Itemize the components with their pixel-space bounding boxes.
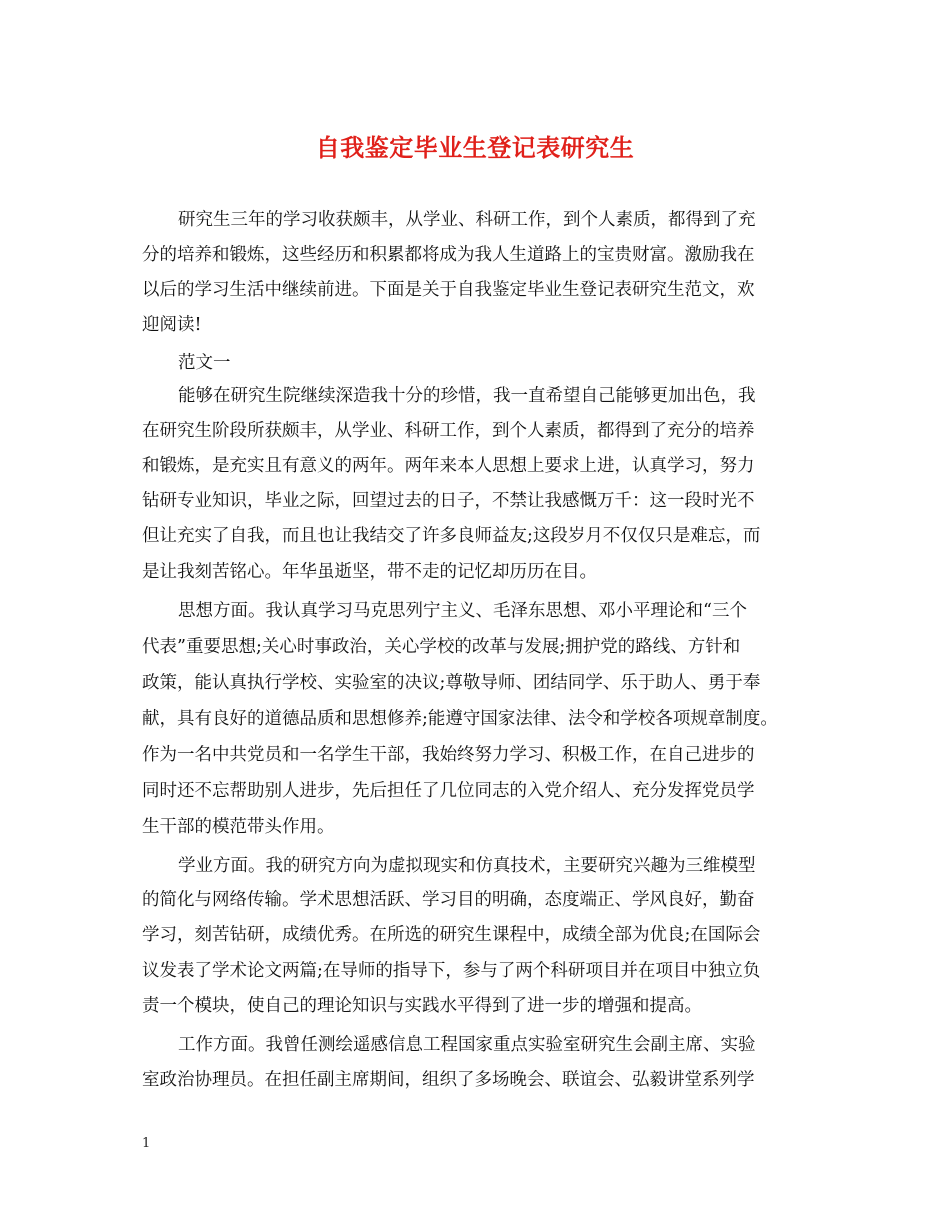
text-line: 责一个模块，使自己的理论知识与实践水平得到了进一步的增强和提高。	[142, 996, 702, 1016]
text-line: 和锻炼，是充实且有意义的两年。两年来本人思想上要求上进，认真学习，努力	[142, 456, 755, 476]
text-line: 思想方面。我认真学习马克思列宁主义、毛泽东思想、邓小平理论和“三个	[178, 601, 747, 621]
text-line: 研究生三年的学习收获颇丰，从学业、科研工作，到个人素质，都得到了充	[178, 210, 756, 230]
text-line: 是让我刻苦铭心。年华虽逝坚，带不走的记忆却历历在目。	[142, 562, 597, 582]
text-line: 以后的学习生活中继续前进。下面是关于自我鉴定毕业生登记表研究生范文，欢	[142, 280, 755, 300]
text-line: 但让充实了自我，而且也让我结交了许多良师益友;这段岁月不仅仅只是难忘，而	[142, 526, 761, 546]
text-line: 献，具有良好的道德品质和思想修养;能遵守国家法律、法令和学校各项规章制度。	[142, 709, 778, 729]
text-line: 钻研专业知识，毕业之际，回望过去的日子，不禁让我感慨万千：这一段时光不	[142, 491, 755, 511]
text-line: 工作方面。我曾任测绘遥感信息工程国家重点实验室研究生会副主席、实验	[178, 1035, 756, 1055]
section-heading: 范文一	[178, 353, 231, 373]
text-line: 能够在研究生院继续深造我十分的珍惜，我一直希望自己能够更加出色，我	[178, 386, 756, 406]
document-title: 自我鉴定毕业生登记表研究生	[315, 133, 635, 162]
text-line: 学业方面。我的研究方向为虚拟现实和仿真技术，主要研究兴趣为三维模型	[178, 856, 756, 876]
text-line: 同时还不忘帮助别人进步，先后担任了几位同志的入党介绍人、充分发挥党员学	[142, 781, 755, 801]
text-line: 的简化与网络传输。学术思想活跃、学习目的明确，态度端正、学风良好，勤奋	[142, 890, 755, 910]
text-line: 生干部的模范带头作用。	[142, 817, 335, 837]
text-line: 室政治协理员。在担任副主席期间，组织了多场晚会、联谊会、弘毅讲堂系列学	[142, 1070, 755, 1090]
text-line: 政策，能认真执行学校、实验室的决议;尊敬导师、团结同学、乐于助人、勇于奉	[142, 673, 761, 693]
text-line: 代表”重要思想;关心时事政治，关心学校的改革与发展;拥护党的路线、方针和	[142, 637, 741, 657]
text-line: 议发表了学术论文两篇;在导师的指导下，参与了两个科研项目并在项目中独立负	[142, 961, 761, 981]
text-line: 分的培养和锻炼，这些经历和积累都将成为我人生道路上的宝贵财富。激励我在	[142, 245, 755, 265]
text-line: 在研究生阶段所获颇丰，从学业、科研工作，到个人素质，都得到了充分的培养	[142, 421, 755, 441]
text-line: 学习，刻苦钻研，成绩优秀。在所选的研究生课程中，成绩全部为优良;在国际会	[142, 925, 761, 945]
text-line: 迎阅读!	[142, 315, 202, 335]
page-number: 1	[142, 1136, 151, 1151]
text-line: 作为一名中共党员和一名学生干部，我始终努力学习、积极工作，在自己进步的	[142, 745, 755, 765]
